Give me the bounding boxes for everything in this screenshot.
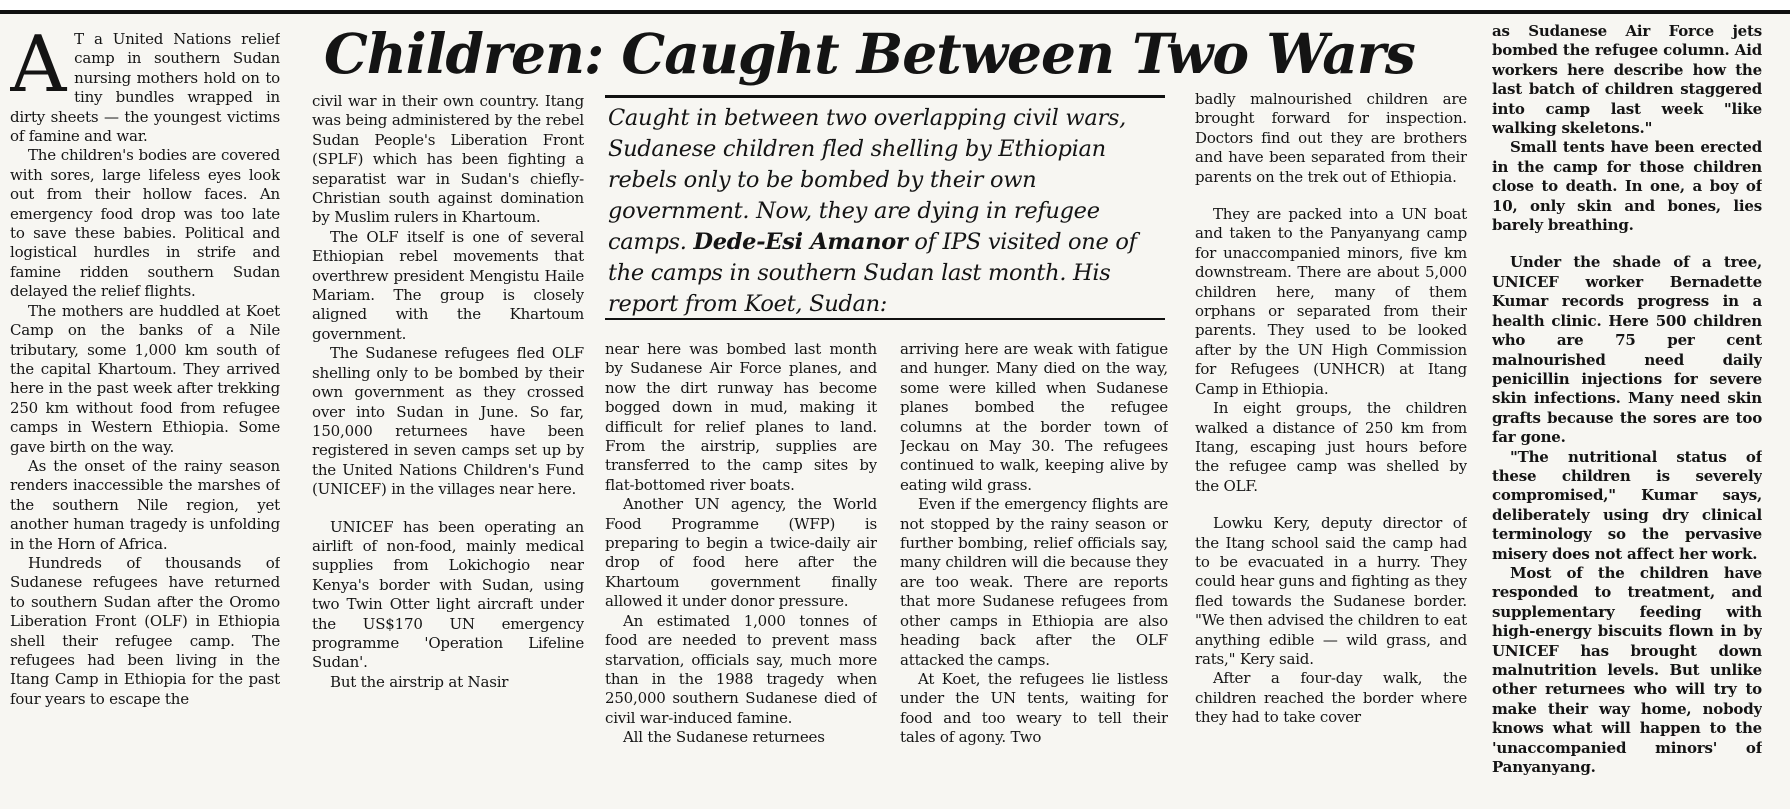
col1-p1-text: T a United Nations relief camp in southern Sudan nursing mothers hold on to tiny bundles wrapped in dirty sheets — the youngest victims of famine and war. [10, 30, 280, 146]
article-column-3 [605, 340, 877, 805]
deck-rule-top [605, 95, 1165, 98]
col1-paragraph-5: Hundreds of thousands of Sudanese refugees have returned to southern Sudan after the Oromo Liberation Front (OLF) in Ethiopia shell their refugee camp. The refugees had been living in the Itang Camp in Ethiopia for the past four years to escape the [10, 553, 280, 708]
col6-paragraph-3: Under the shade of a tree, UNICEF worker Bernadette Kumar records progress in a health clinic. Here 500 children who are 75 per cent malnourished need daily penicillin injections for severe skin infections. Many need skin grafts because the sores are too far gone. [1492, 253, 1762, 447]
article-column-1 [10, 30, 280, 805]
col5-paragraph-5: After a four-day walk, the children reached the border where they had to take cover [1195, 669, 1467, 727]
col3-paragraph-2: Another UN agency, the World Food Programme (WFP) is preparing to begin a twice-daily air drop of food here after the Khartoum government finally allowed it under donor pressure. [605, 495, 877, 611]
col3-paragraph-3: An estimated 1,000 tonnes of food are needed to prevent mass starvation, officials say, much more than in the 1988 tragedy when 250,000 southern Sudanese died of civil war-induced famine. [605, 611, 877, 727]
col2-paragraph-2: The OLF itself is one of several Ethiopian rebel movements that overthrew president Mengistu Haile Mariam. The group is closely aligned with the Khartoum government. [312, 227, 584, 343]
top-rule [0, 10, 1790, 14]
col5-paragraph-4: Lowku Kery, deputy director of the Itang school said the camp had to be evacuated in a hurry. They could hear guns and fighting as they fled towards the Sudanese border. "We then advised the children to eat anything edible — wild grass, and rats," Kery said. [1195, 514, 1467, 668]
deck-rule-bottom [605, 318, 1165, 320]
article-column-4 [900, 340, 1168, 805]
col5-paragraph-1: badly malnourished children are brought forward for inspection. Doctors find out they are brothers and have been separated from their parents on the trek out of Ethiopia. [1195, 90, 1467, 186]
col5-paragraph-2: They are packed into a UN boat and taken to the Panyanyang camp for unaccompanied minors, five km downstream. There are about 5,000 children here, many of them orphans or separated from their parents. They used to be looked after by the UN High Commission for Refugees (UNHCR) at Itang Camp in Ethiopia. [1195, 205, 1467, 398]
col2-paragraph-4: UNICEF has been operating an airlift of non-food, mainly medical supplies from Lokichogio near Kenya's border with Sudan, using two Twin Otter light aircraft under the US$170 UN emergency programme 'Operation Lifeline Sudan'. [312, 517, 584, 672]
col6-paragraph-4: "The nutritional status of these children is severely compromised," Kumar says, deliberately using dry clinical terminology so the pervasive misery does not affect her work. [1492, 447, 1762, 563]
col5-paragraph-3: In eight groups, the children walked a distance of 250 km from Itang, escaping just hours before the refugee camp was shelled by the OLF. [1195, 399, 1467, 495]
col2-paragraph-5: But the airstrip at Nasir [330, 672, 509, 691]
col4-paragraph-2: Even if the emergency flights are not stopped by the rainy season or further bombing, relief officials say, many children will die because they are too weak. There are reports that more Sudanese refugees from other camps in Ethiopia are also heading back after the OLF attacked the camps. [900, 495, 1168, 669]
col6-paragraph-2: Small tents have been erected in the camp for those children close to death. In one, a boy of 10, only skin and bones, lies barely breathing. [1492, 138, 1762, 235]
article-column-6 [1492, 22, 1762, 805]
col1-paragraph-3: The mothers are huddled at Koet Camp on the banks of a Nile tributary, some 1,000 km south of the capital Khartoum. They arrived here in the past week after trekking 250 km without food from refugee camps in Western Ethiopia. Some gave birth on the way. [10, 301, 280, 456]
col2-paragraph-1: civil war in their own country. Itang was being administered by the rebel Sudan People's Liberation Front (SPLF) which has been fighting a separatist war in Sudan's chiefly-Christian south against domination by Muslim rulers in Khartoum. [312, 92, 584, 227]
col1-paragraph-2: The children's bodies are covered with sores, large lifeless eyes look out from their hollow faces. An emergency food drop was too late to save these babies. Political and logistical hurdles in strife and famine ridden southern Sudan delayed the relief flights. [10, 146, 280, 301]
page-top-strip [0, 0, 1790, 10]
col2-paragraph-3: The Sudanese refugees fled OLF shelling only to be bombed by their own government as they crossed over into Sudan in June. So far, 150,000 returnees have been registered in seven camps set up by the United Nations Children's Fund (UNICEF) in the villages near here. [312, 344, 584, 499]
col3-paragraph-4: All the Sudanese returnees [623, 728, 825, 747]
col1-paragraph-4: As the onset of the rainy season renders inaccessible the marshes of the southern Nile region, yet another human tragedy is unfolding in the Horn of Africa. [10, 456, 280, 553]
deck-author: Dede-Esi Amanor [693, 229, 908, 255]
article-column-5 [1195, 90, 1467, 805]
drop-cap: A [10, 30, 67, 110]
col4-paragraph-3: At Koet, the refugees lie listless under the UN tents, waiting for food and too weary to tell their tales of agony. Two [900, 669, 1168, 747]
col3-paragraph-1: near here was bombed last month by Sudanese Air Force planes, and now the dirt runway has become bogged down in mud, making it difficult for relief planes to land. From the airstrip, supplies are transferred to the camp sites by flat-bottomed river boats. [605, 340, 877, 494]
col6-paragraph-1: as Sudanese Air Force jets bombed the refugee column. Aid workers here describe how the last batch of children staggered into camp last week "like walking skeletons." [1492, 22, 1762, 138]
deck [608, 103, 1168, 320]
col1-paragraph-1 [10, 30, 280, 146]
col6-paragraph-5: Most of the children have responded to treatment, and supplementary feeding with high-energy biscuits flown in by UNICEF has brought down malnutrition levels. But unlike other returnees who will try to make their way home, nobody knows what will happen to the 'unaccompanied minors' of Panyanyang. [1492, 563, 1762, 777]
headline: Children: Caught Between Two Wars [324, 21, 1415, 86]
article-column-2 [312, 92, 584, 805]
deck-lead: Caught in between two overlapping civil wars, Sudanese children fled shelling by Ethiopian rebels only to be bombed by their own government. Now, they are dying in refugee camps. [608, 105, 1127, 255]
col4-paragraph-1: arriving here are weak with fatigue and hunger. Many died on the way, some were killed when Sudanese planes bombed the refugee columns at the border town of Jeckau on May 30. The refugees continued to walk, keeping alive by eating wild grass. [900, 340, 1168, 494]
deck-tail: of IPS visited one of the camps in southern Sudan last month. His report from Koet, Sudan: [608, 229, 1137, 317]
